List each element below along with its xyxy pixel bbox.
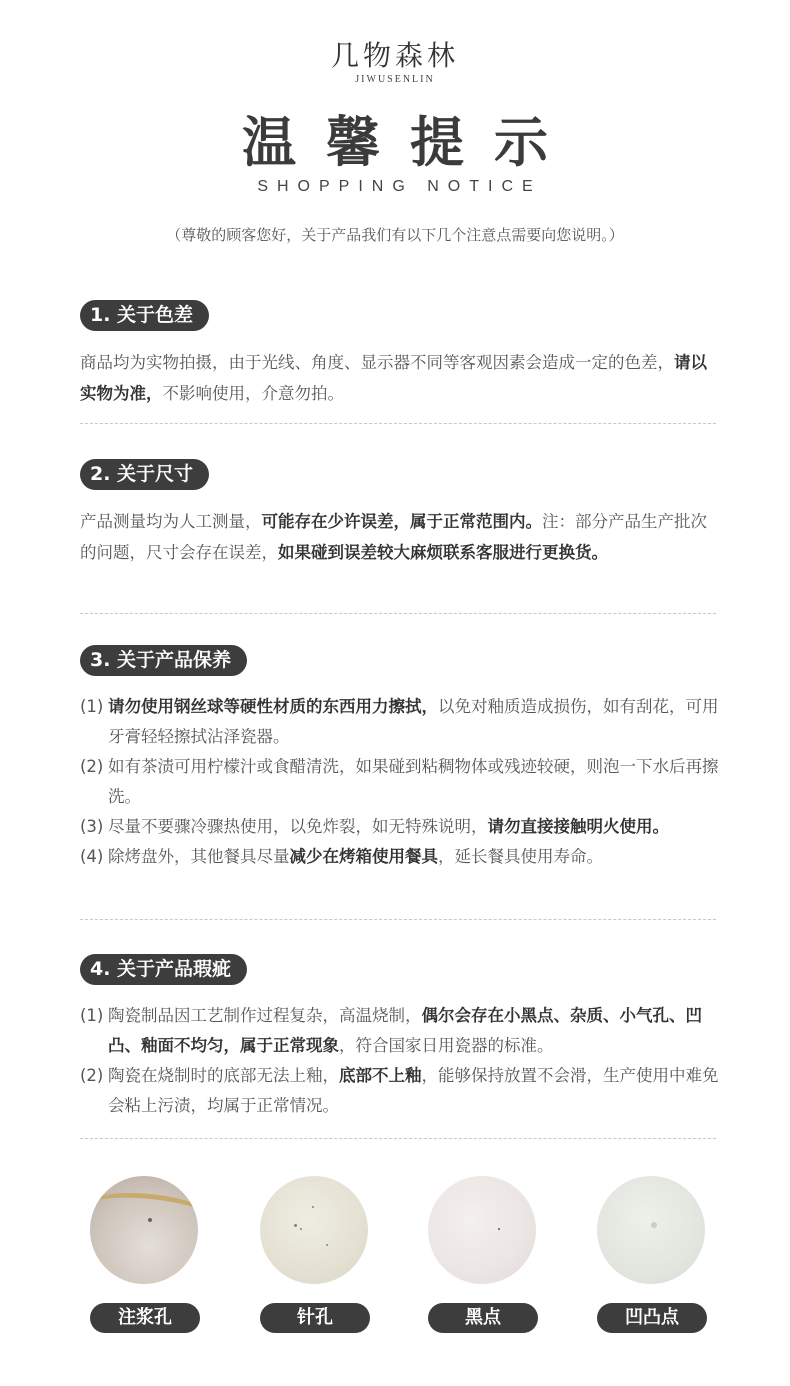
body-emphasis: 可能存在少许误差，属于正常范围内。 bbox=[261, 512, 542, 531]
grouting-hole-photo bbox=[90, 1176, 198, 1284]
brand-logo bbox=[0, 40, 790, 85]
body-text: ，能够保持放置不会滑，生产使用中难免会粘上污渍，均属于正常情况。 bbox=[108, 1066, 719, 1115]
defect-photo-row bbox=[0, 1176, 790, 1386]
page-title: 温馨提示 bbox=[242, 111, 578, 174]
item-text bbox=[108, 1001, 720, 1061]
body-text: 不影响使用，介意勿拍。 bbox=[162, 384, 344, 403]
section-body bbox=[80, 347, 720, 409]
list-item bbox=[80, 752, 720, 812]
defect-dot bbox=[312, 1206, 314, 1208]
photo-label: 注浆孔 bbox=[90, 1303, 200, 1333]
divider bbox=[80, 1138, 716, 1139]
body-text: 产品测量均为人工测量， bbox=[80, 512, 262, 531]
defect-dot bbox=[148, 1218, 152, 1222]
item-number: (1) bbox=[80, 697, 104, 716]
divider bbox=[80, 919, 716, 920]
maintenance-list bbox=[80, 692, 720, 872]
section-badge: 2. 关于尺寸 bbox=[80, 459, 209, 490]
item-text bbox=[108, 1061, 720, 1121]
page-subtitle: SHOPPING NOTICE bbox=[257, 178, 542, 195]
body-emphasis: 请勿直接接触明火使用。 bbox=[487, 817, 669, 836]
defect-dot bbox=[326, 1244, 328, 1246]
photo-label: 针孔 bbox=[260, 1303, 370, 1333]
section-defects bbox=[80, 954, 720, 1121]
item-number: (4) bbox=[80, 847, 104, 866]
item-number: (3) bbox=[80, 817, 104, 836]
item-number: (2) bbox=[80, 757, 104, 776]
photo-label: 黑点 bbox=[428, 1303, 538, 1333]
item-number: (2) bbox=[80, 1066, 104, 1085]
section-body bbox=[80, 506, 720, 568]
body-text: 以免对釉质造成损伤，如有刮花，可用牙膏轻轻擦拭沾泽瓷器。 bbox=[108, 697, 719, 746]
list-item bbox=[80, 1061, 720, 1121]
body-text: 注：部分产品生产批次的问题，尺寸会存在误差， bbox=[80, 512, 707, 562]
photo-label: 凹凸点 bbox=[597, 1303, 707, 1333]
body-emphasis: 减少在烤箱使用餐具 bbox=[289, 847, 438, 866]
item-text bbox=[108, 812, 720, 842]
section-size bbox=[80, 459, 720, 568]
list-item bbox=[80, 842, 720, 872]
intro-text: （尊敬的顾客您好，关于产品我们有以下几个注意点需要向您说明。） bbox=[166, 226, 624, 244]
body-text: ，符合国家日用瓷器的标准。 bbox=[339, 1036, 554, 1055]
body-emphasis: 如果碰到误差较大麻烦联系客服进行更换货。 bbox=[278, 543, 608, 562]
glaze-rim bbox=[90, 1187, 198, 1246]
body-text: 陶瓷在烧制时的底部无法上釉， bbox=[108, 1066, 339, 1085]
bump-spot-photo bbox=[597, 1176, 705, 1284]
body-emphasis: 请勿使用钢丝球等硬性材质的东西用力擦拭， bbox=[108, 697, 438, 716]
item-number: (1) bbox=[80, 1006, 104, 1025]
divider bbox=[80, 613, 716, 614]
section-badge: 3. 关于产品保养 bbox=[80, 645, 247, 676]
defect-dot bbox=[498, 1228, 500, 1230]
body-text: 商品均为实物拍摄，由于光线、角度、显示器不同等客观因素会造成一定的色差， bbox=[80, 353, 674, 372]
body-emphasis: 底部不上釉 bbox=[339, 1066, 422, 1085]
item-text bbox=[108, 842, 720, 872]
pinhole-photo bbox=[260, 1176, 368, 1284]
section-badge: 1. 关于色差 bbox=[80, 300, 209, 331]
black-spot-photo bbox=[428, 1176, 536, 1284]
brand-name-en: JIWUSENLIN bbox=[355, 74, 435, 85]
section-color-difference bbox=[80, 300, 720, 409]
defect-dot bbox=[300, 1228, 302, 1230]
item-text bbox=[108, 692, 720, 752]
body-text: 除烤盘外，其他餐具尽量 bbox=[108, 847, 290, 866]
defects-list bbox=[80, 1001, 720, 1121]
body-text: 尽量不要骤冷骤热使用，以免炸裂，如无特殊说明， bbox=[108, 817, 488, 836]
body-text: 陶瓷制品因工艺制作过程复杂，高温烧制， bbox=[108, 1006, 422, 1025]
defect-dot bbox=[294, 1224, 297, 1227]
defect-dot bbox=[651, 1222, 657, 1228]
body-emphasis: 偶尔会存在小黑点、杂质、小气孔、凹凸、釉面不均匀，属于正常现象 bbox=[108, 1006, 702, 1055]
list-item bbox=[80, 812, 720, 842]
brand-name-cn: 几物森林 bbox=[330, 39, 459, 72]
section-maintenance bbox=[80, 645, 720, 872]
divider bbox=[80, 423, 716, 424]
body-text: 如有茶渍可用柠檬汁或食醋清洗，如果碰到粘稠物体或残迹较硬，则泡一下水后再擦洗。 bbox=[108, 757, 719, 806]
section-badge: 4. 关于产品瑕疵 bbox=[80, 954, 247, 985]
list-item bbox=[80, 1001, 720, 1061]
list-item bbox=[80, 692, 720, 752]
item-text bbox=[108, 752, 720, 812]
body-text: ，延长餐具使用寿命。 bbox=[438, 847, 603, 866]
body-emphasis: 请以实物为准， bbox=[80, 353, 707, 403]
